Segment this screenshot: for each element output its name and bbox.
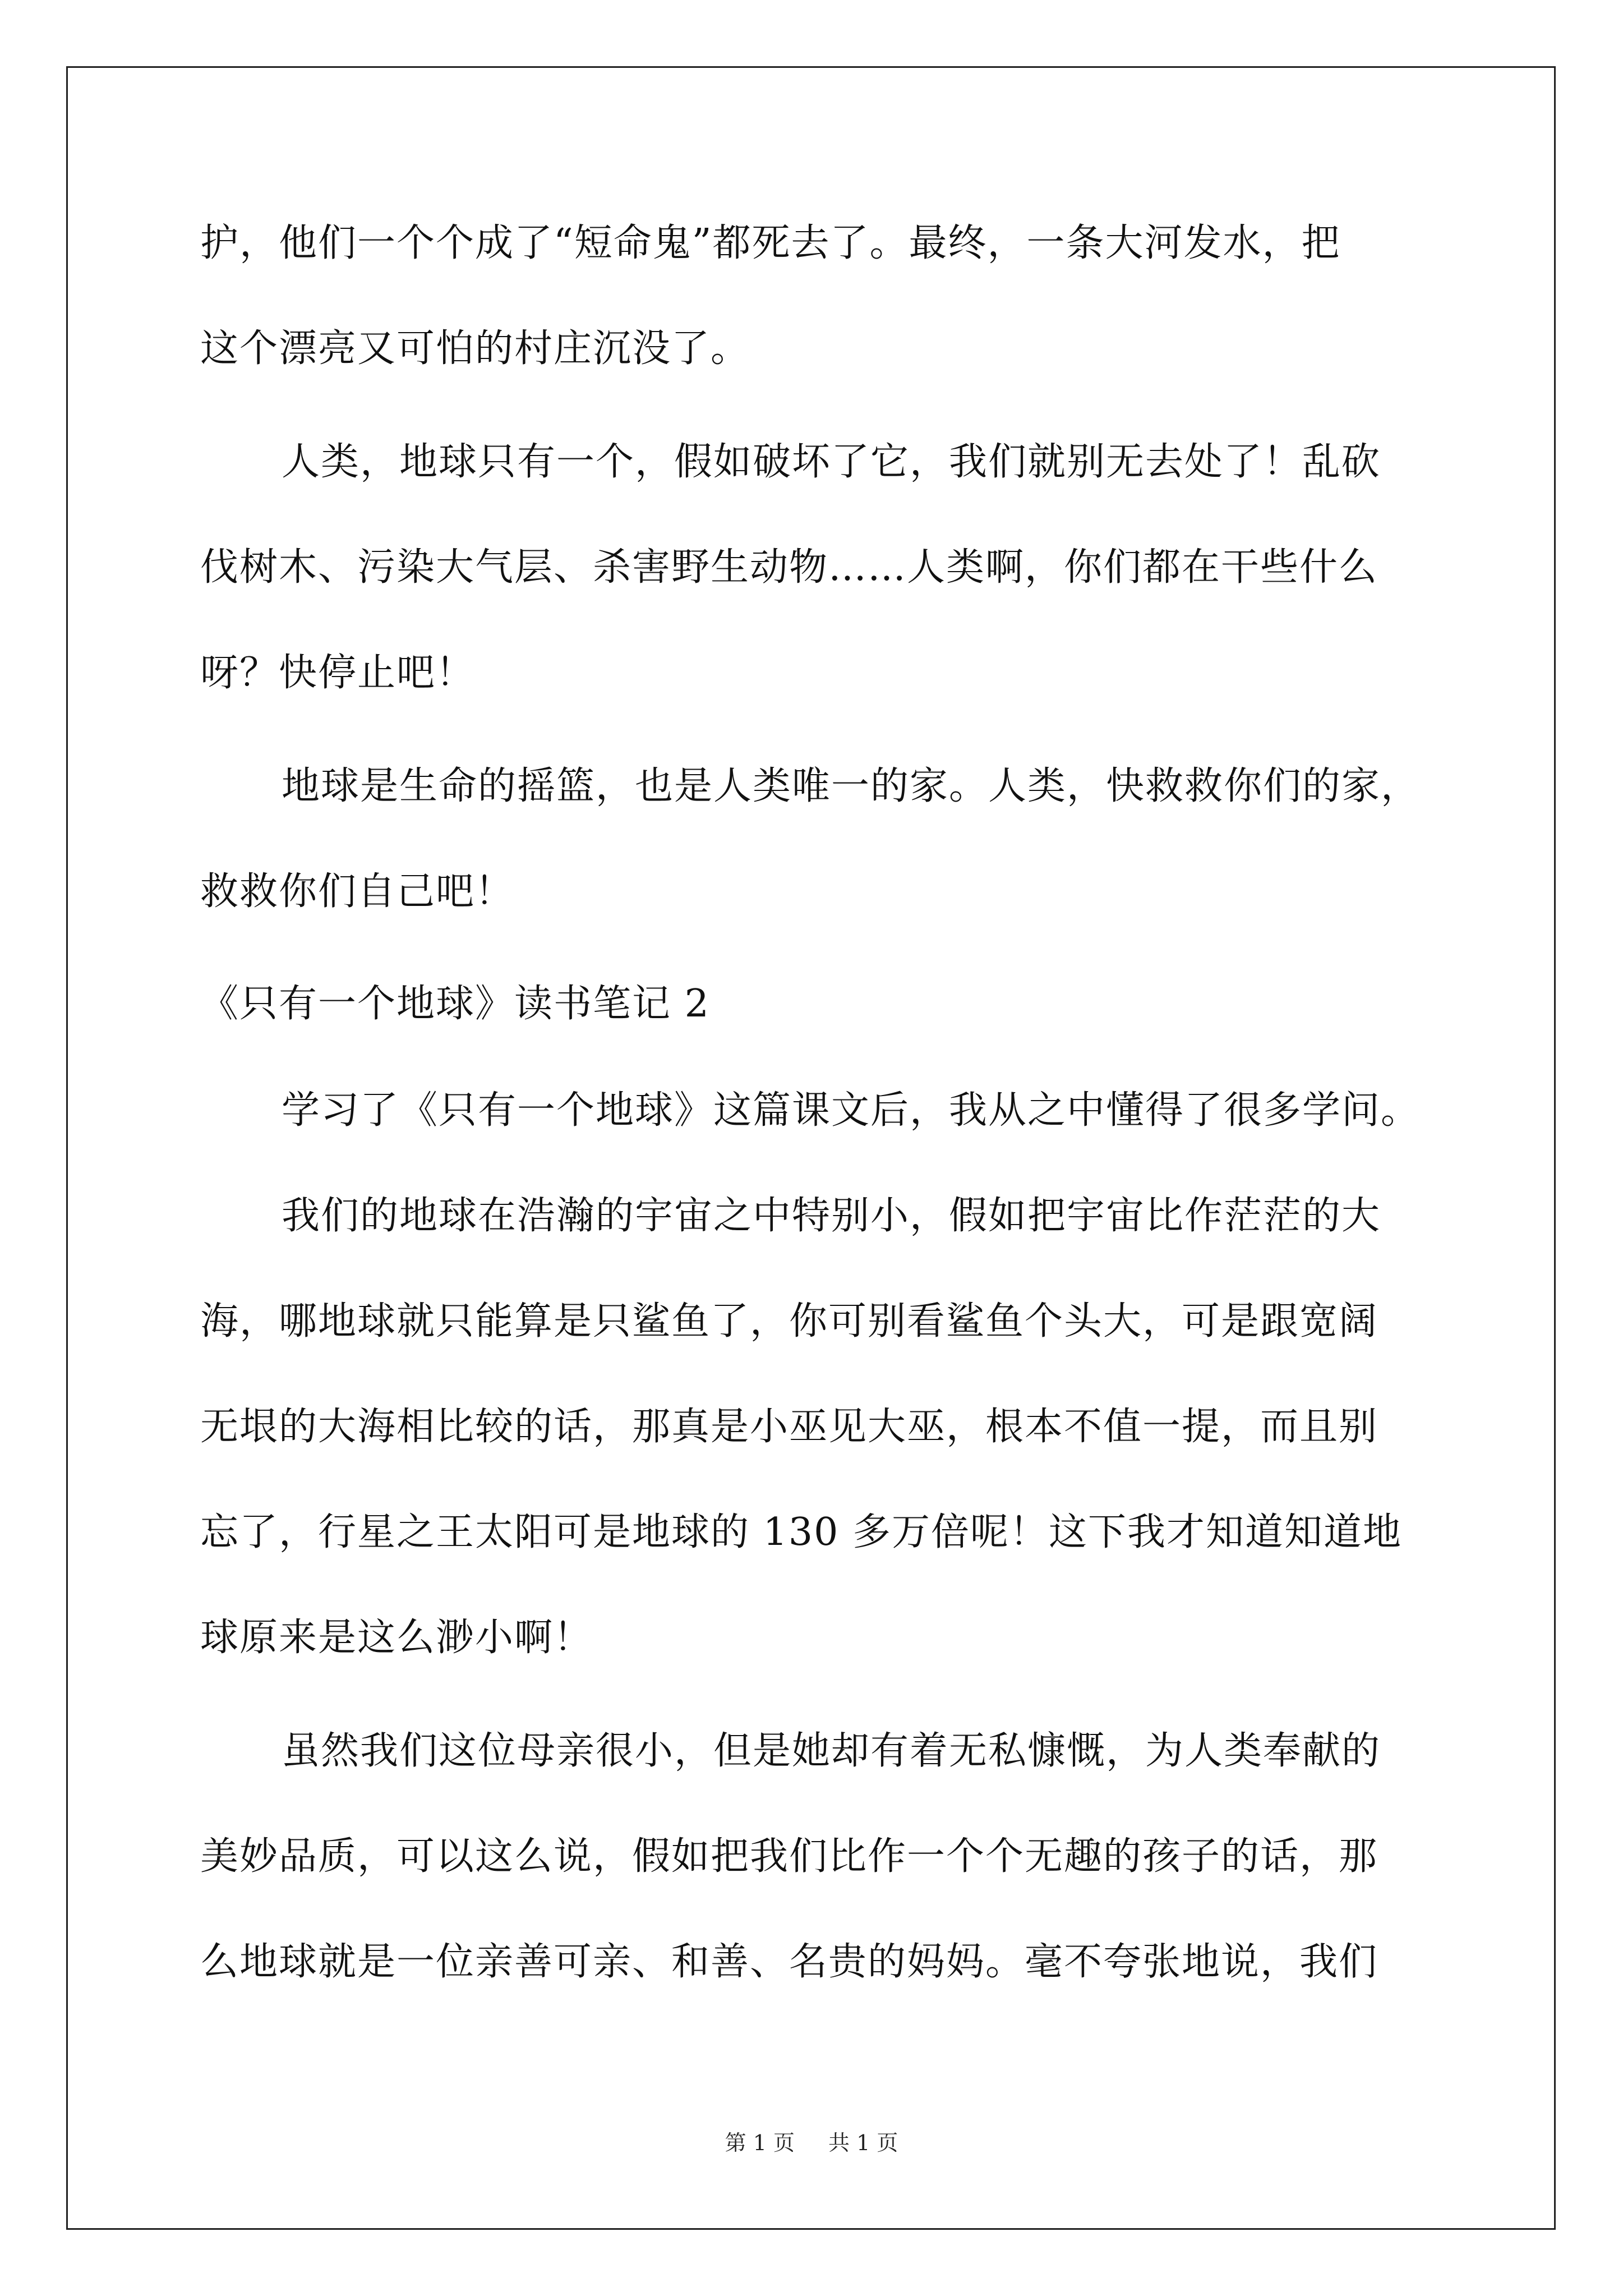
paragraph-start-line: 我们的地球在浩瀚的宇宙之中特别小，假如把宇宙比作茫茫的大 <box>282 1194 1381 1238</box>
text-line: 球原来是这么渺小啊！ <box>200 1616 593 1660</box>
paragraph-start-line: 人类，地球只有一个，假如破坏了它，我们就别无去处了！乱砍 <box>282 440 1381 484</box>
paragraph-start-line: 学习了《只有一个地球》这篇课文后，我从之中懂得了很多学问。 <box>282 1088 1421 1133</box>
text-line: 忘了，行星之王太阳可是地球的 130 多万倍呢！这下我才知道知道地 <box>200 1510 1403 1554</box>
text-line: 护，他们一个个成了“短命鬼”都死去了。最终，一条大河发水，把 <box>200 221 1341 265</box>
text-line: 呀？快停止吧！ <box>200 651 476 695</box>
text-line: 无垠的大海相比较的话，那真是小巫见大巫，根本不值一提，而且别 <box>200 1405 1378 1449</box>
text-line: 这个漂亮又可怕的村庄沉没了。 <box>200 326 750 371</box>
text-line: 么地球就是一位亲善可亲、和善、名贵的妈妈。毫不夸张地说，我们 <box>200 1940 1378 1984</box>
section-heading: 《只有一个地球》读书笔记 2 <box>200 982 710 1026</box>
page-footer <box>0 2126 1623 2160</box>
text-line: 美妙品质，可以这么说，假如把我们比作一个个无趣的孩子的话，那 <box>200 1834 1378 1879</box>
paragraph-start-line: 虽然我们这位母亲很小，但是她却有着无私慷慨，为人类奉献的 <box>282 1729 1381 1773</box>
text-line: 救救你们自己吧！ <box>200 869 515 914</box>
page-total: 共 1 页 <box>828 2131 898 2155</box>
page-border <box>66 66 1556 2230</box>
text-line: 海，哪地球就只能算是只鲨鱼了，你可别看鲨鱼个头大，可是跟宽阔 <box>200 1299 1378 1343</box>
paragraph-start-line: 地球是生命的摇篮，也是人类唯一的家。人类，快救救你们的家， <box>282 764 1421 808</box>
text-line: 伐树木、污染大气层、杀害野生动物……人类啊，你们都在干些什么 <box>200 545 1378 590</box>
page-number: 第 1 页 <box>725 2131 795 2155</box>
